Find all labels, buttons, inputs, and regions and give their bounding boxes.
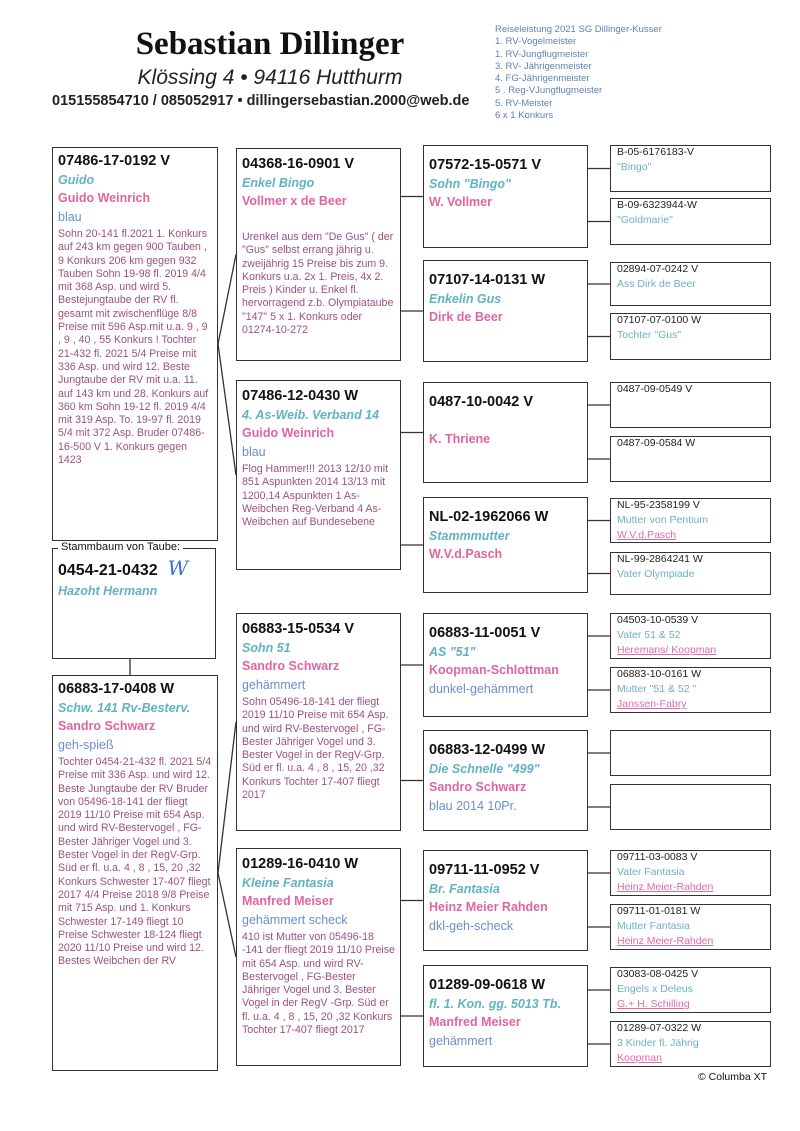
- bird-ring: NL-99-2864241 W: [617, 553, 703, 565]
- pedigree-box-vvvm: [610, 198, 771, 245]
- bird-breeder: Sandro Schwarz: [58, 719, 156, 733]
- bird-breeder: Manfred Meiser: [429, 1015, 521, 1029]
- bird-ring: 01289-09-0618 W: [429, 977, 546, 993]
- bird-ring: 04368-16-0901 V: [242, 156, 355, 172]
- subject-pigeon-box: [52, 548, 216, 659]
- pedigree-box-vv: [236, 148, 401, 361]
- bird-breeder: Sandro Schwarz: [429, 780, 527, 794]
- bird-ring: 0487-10-0042 V: [429, 394, 533, 410]
- pedigree-box-m: [52, 675, 218, 1071]
- bird-nick: Vater Fantasia: [617, 866, 685, 878]
- bird-notes: Flog Hammer!!! 2013 12/10 mit 851 Aspunkten 2014 13/13 mit 1200,14 Aspunkten 1 As-Weibchen Reg-Verband 4 As-Weibchen auf Bundesebene: [242, 463, 389, 529]
- bird-ring: 07486-17-0192 V: [58, 153, 171, 169]
- bird-ring: NL-95-2358199 V: [617, 499, 700, 511]
- connector-line: [218, 873, 236, 957]
- bird-color: blau: [242, 445, 266, 459]
- breeder-name-title: Sebastian Dillinger: [135, 26, 405, 62]
- bird-color: [242, 211, 395, 229]
- achievements-list: [495, 24, 662, 122]
- bird-ring: 06883-12-0499 W: [429, 742, 546, 758]
- bird-notes: Urenkel aus dem "De Gus" ( der "Gus" selbst errang jährig u. zweijährig 15 Preise bis zum 9. Konkurs u.a. 2x 1. Preis, 4x 2. Preis ) Kinder u. Enkel fl. hervorragend z.b. Olympiataube "147" 5 x 1. Konkurs oder 01274-10-272: [242, 231, 394, 337]
- pedigree-box-v: [52, 147, 218, 541]
- bird-ring: 04503-10-0539 V: [617, 614, 699, 626]
- bird-breeder: Dirk de Beer: [429, 310, 503, 324]
- pedigree-box-mm: [236, 848, 401, 1066]
- pedigree-box-mmmv: [610, 967, 771, 1013]
- pedigree-box-mv: [236, 613, 401, 831]
- bird-ring: 02894-07-0242 V: [617, 263, 699, 275]
- bird-nick: Enkel Bingo: [242, 176, 315, 190]
- bird-nick: Mutter Fantasia: [617, 920, 690, 932]
- pedigree-box-vvmv: [610, 262, 771, 306]
- bird-notes: Tochter 0454-21-432 fl. 2021 5/4 Preise mit 336 Asp. und wird 12. Beste Jungtaube der RV Bruder von 05496-18-141 der fliegt 2019 11/10 Preise mit 654 Asp. und wird RV-Bestervogel , FG-Bester Jähriger Vogel und 3. Bester Vogel in der RegV-Grp. Süd er fl. u.a. 4 , 8 , 15, 20 ,32 Konkurs Schwester 17-407 fliegt 2017 4/4 Preise 2018 9/8 Preise mit 715 Asp. und 1. Konkurs Schwester 17-149 fliegt 10 Preise Schwester 18-124 fliegt 2020 11/10 Preise und wird 12. Bestes Weibchen der RV: [58, 756, 212, 968]
- bird-nick: Enkelin Gus: [429, 292, 502, 306]
- breeder-contact: 015155854710 / 085052917 • dillingersebastian.2000@web.de: [52, 93, 470, 109]
- pedigree-box-vmmm: [610, 552, 771, 595]
- copyright-footer: © Columba XT: [698, 1071, 768, 1083]
- pedigree-box-mmm: [423, 965, 588, 1067]
- pedigree-box-mmvm: [610, 904, 771, 950]
- pedigree-box-mvvv: [610, 613, 771, 659]
- bird-ring: 07107-07-0100 W: [617, 314, 702, 326]
- pedigree-box-vmmv: [610, 498, 771, 543]
- bird-nick: Vater Olympiade: [617, 568, 695, 580]
- bird-ring: 06883-11-0051 V: [429, 625, 541, 641]
- achievements-title: Reiseleistung 2021 SG Dillinger-Kusser: [495, 24, 662, 35]
- achievement-item: 1. RV-Vogelmeister: [495, 36, 577, 48]
- bird-color: gehämmert: [242, 678, 306, 692]
- bird-nick: 4. As-Weib. Verband 14: [242, 408, 380, 422]
- bird-ring: 06883-17-0408 W: [58, 681, 175, 697]
- bird-breeder: Guido Weinrich: [58, 191, 151, 205]
- bird-ring: 01289-16-0410 W: [242, 856, 359, 872]
- achievement-item: 6 x 1 Konkurs: [495, 110, 554, 122]
- pedigree-box-vm: [236, 380, 401, 570]
- bird-color: blau: [58, 210, 82, 224]
- bird-breeder: Manfred Meiser: [242, 894, 334, 908]
- bird-nick: Sohn "Bingo": [429, 177, 511, 191]
- bird-notes: Sohn 20-141 fl.2021 1. Konkurs auf 243 km gegen 900 Tauben , 9 Konkurs 206 km gegen 932 Tauben Sohn 19-98 fl. 2019 4/4 mit 368 Asp. und wird 5. Bestejungtaube der RV fl. gesamt mit zwischenflüge 8/8 Preise mit 596 Asp.mit u.a. 9 , 9 , 9 , 40 , 55 Konkurs ! Tochter 21-432 fl. 2021 5/4 Preise mit 336 Asp. und wird 12. Beste Jungtaube der RV mit u.a. 11. auf 143 km und 28. Konkurs auf 360 km Sohn 19-12 fl. 2019 4/4 mit 319 Asp. To. 19-97 fl. 2019 5/4 mit 372 Asp. Bruder 07486-16-500 V 1. Konkurs gegen 1423: [58, 228, 209, 467]
- pedigree-box-vvvv: [610, 145, 771, 192]
- subject-ring-number: [58, 557, 210, 582]
- bird-color: gehämmert: [429, 1034, 493, 1048]
- bird-breeder: Koopman: [617, 1052, 662, 1064]
- bird-nick: AS "51": [429, 645, 476, 659]
- bird-ring: 0487-09-0549 V: [617, 383, 693, 395]
- bird-breeder: Sandro Schwarz: [242, 659, 340, 673]
- bird-ring: NL-02-1962066 W: [429, 509, 549, 525]
- bird-breeder: Heinz Meier-Rahden: [617, 935, 714, 947]
- bird-ring: 03083-08-0425 V: [617, 968, 699, 980]
- bird-breeder: K. Thriene: [429, 432, 491, 446]
- pedigree-box-mvmm: [610, 784, 771, 830]
- subject-ring: 0454-21-0432: [58, 562, 158, 579]
- bird-nick: Die Schnelle "499": [429, 762, 540, 776]
- bird-ring: 0487-09-0584 W: [617, 437, 696, 449]
- achievement-item: 5 . Reg-VJungflugmeister: [495, 85, 603, 97]
- bird-breeder: Janssen-Fabry: [617, 698, 687, 710]
- bird-nick: Ass Dirk de Beer: [617, 278, 696, 290]
- bird-nick: Mutter "51 & 52 ": [617, 683, 697, 695]
- pedigree-box-vmm: [423, 497, 588, 593]
- pedigree-box-mvmv: [610, 730, 771, 776]
- pedigree-box-vmvm: [610, 436, 771, 482]
- achievement-item: 4. FG-Jährigenmeister: [495, 73, 590, 85]
- bird-ring: 09711-03-0083 V: [617, 851, 698, 863]
- pedigree-box-vvmm: [610, 313, 771, 360]
- bird-nick: "Bingo": [617, 161, 652, 173]
- bird-breeder: G.+ H. Schilling: [617, 998, 690, 1010]
- pedigree-box-vvm: [423, 260, 588, 362]
- bird-breeder: Koopman-Schlottman: [429, 663, 559, 677]
- achievement-item: 1. RV-Jungflugmeister: [495, 48, 589, 60]
- bird-notes: Sohn 05496-18-141 der fliegt 2019 11/10 Preise mit 654 Asp. und wird RV-Bestervogel , FG-Bester Jähriger Vogel und 3. Bester Vogel in der RegV-Grp. Süd er fl. u.a. 4 , 8 , 15, 20 ,32 Konkurs Tochter 17-407 fliegt 2017: [242, 696, 389, 802]
- bird-ring: 07572-15-0571 V: [429, 157, 542, 173]
- bird-breeder: Vollmer x de Beer: [242, 194, 347, 208]
- bird-nick: [429, 412, 582, 430]
- bird-ring: B-05-6176183-V: [617, 146, 695, 158]
- bird-ring: 07107-14-0131 W: [429, 272, 546, 288]
- bird-nick: Kleine Fantasia: [242, 876, 334, 890]
- pedigree-box-mvm: [423, 730, 588, 831]
- pedigree-box-vmvv: [610, 382, 771, 428]
- pedigree-box-mmmm: [610, 1021, 771, 1067]
- achievement-item: 3. RV- Jährigenmeister: [495, 60, 592, 72]
- bird-breeder: Heinz Meier-Rahden: [617, 881, 714, 893]
- pedigree-box-vmv: [423, 382, 588, 483]
- connector-line: [218, 722, 236, 873]
- breeder-address: Klössing 4 • 94116 Hutthurm: [137, 66, 403, 89]
- subject-label: Stammbaum von Taube:: [58, 541, 183, 553]
- bird-color: gehämmert scheck: [242, 913, 348, 927]
- bird-nick: Stammmutter: [429, 529, 510, 543]
- bird-ring: 06883-10-0161 W: [617, 668, 702, 680]
- pedigree-box-mvvm: [610, 667, 771, 713]
- subject-sex-mark: W: [167, 556, 189, 580]
- bird-ring: B-09-6323944-W: [617, 199, 697, 211]
- connector-line: [218, 344, 236, 475]
- bird-breeder: W. Vollmer: [429, 195, 492, 209]
- achievement-item: 5. RV-Meister: [495, 97, 553, 109]
- connector-line: [218, 255, 236, 345]
- bird-nick: "Goldmarie": [617, 214, 673, 226]
- bird-breeder: W.V.d.Pasch: [429, 547, 503, 561]
- bird-nick: Tochter "Gus": [617, 329, 682, 341]
- pedigree-box-vvv: [423, 145, 588, 248]
- bird-color: dkl-geh-scheck: [429, 919, 514, 933]
- subject-breeder: Hazoht Hermann: [58, 584, 158, 598]
- bird-nick: 3 Kinder fl. Jährig: [617, 1037, 699, 1049]
- pedigree-box-mmvv: [610, 850, 771, 896]
- bird-color: geh-spieß: [58, 738, 114, 752]
- bird-nick: Schw. 141 Rv-Besterv.: [58, 701, 191, 715]
- pedigree-box-mvv: [423, 613, 588, 717]
- bird-notes: 410 ist Mutter von 05496-18 -141 der fliegt 2019 11/10 Preise mit 654 Asp. und wird RV-Bestervogel , FG-Bester Jähriger Vogel und 3. Bester Vogel in der RegV -Grp. Süd er fl. u.a. 4 , 8 , 15, 20 ,32 Konkurs Tochter 17-407 fliegt 2017: [242, 931, 395, 1037]
- bird-ring: 07486-12-0430 W: [242, 388, 359, 404]
- bird-ring: 09711-01-0181 W: [617, 905, 701, 917]
- bird-breeder: W.V.d.Pasch: [617, 529, 677, 541]
- bird-nick: Br. Fantasia: [429, 882, 500, 896]
- bird-color: blau 2014 10Pr.: [429, 799, 517, 813]
- bird-color: dunkel-gehämmert: [429, 682, 534, 696]
- bird-nick: Mutter von Pentium: [617, 514, 709, 526]
- bird-ring: 06883-15-0534 V: [242, 621, 355, 637]
- bird-breeder: Guido Weinrich: [242, 426, 335, 440]
- bird-breeder: Heinz Meier Rahden: [429, 900, 548, 914]
- bird-nick: Engels x Deleus: [617, 983, 693, 995]
- bird-ring: 01289-07-0322 W: [617, 1022, 702, 1034]
- bird-ring: 09711-11-0952 V: [429, 862, 540, 878]
- bird-nick: Guido: [58, 173, 95, 187]
- pedigree-box-mmv: [423, 850, 588, 951]
- bird-breeder: Heremans/ Koopman: [617, 644, 717, 656]
- bird-nick: Sohn 51: [242, 641, 291, 655]
- bird-nick: Vater 51 & 52: [617, 629, 681, 641]
- bird-nick: fl. 1. Kon. gg. 5013 Tb.: [429, 997, 561, 1011]
